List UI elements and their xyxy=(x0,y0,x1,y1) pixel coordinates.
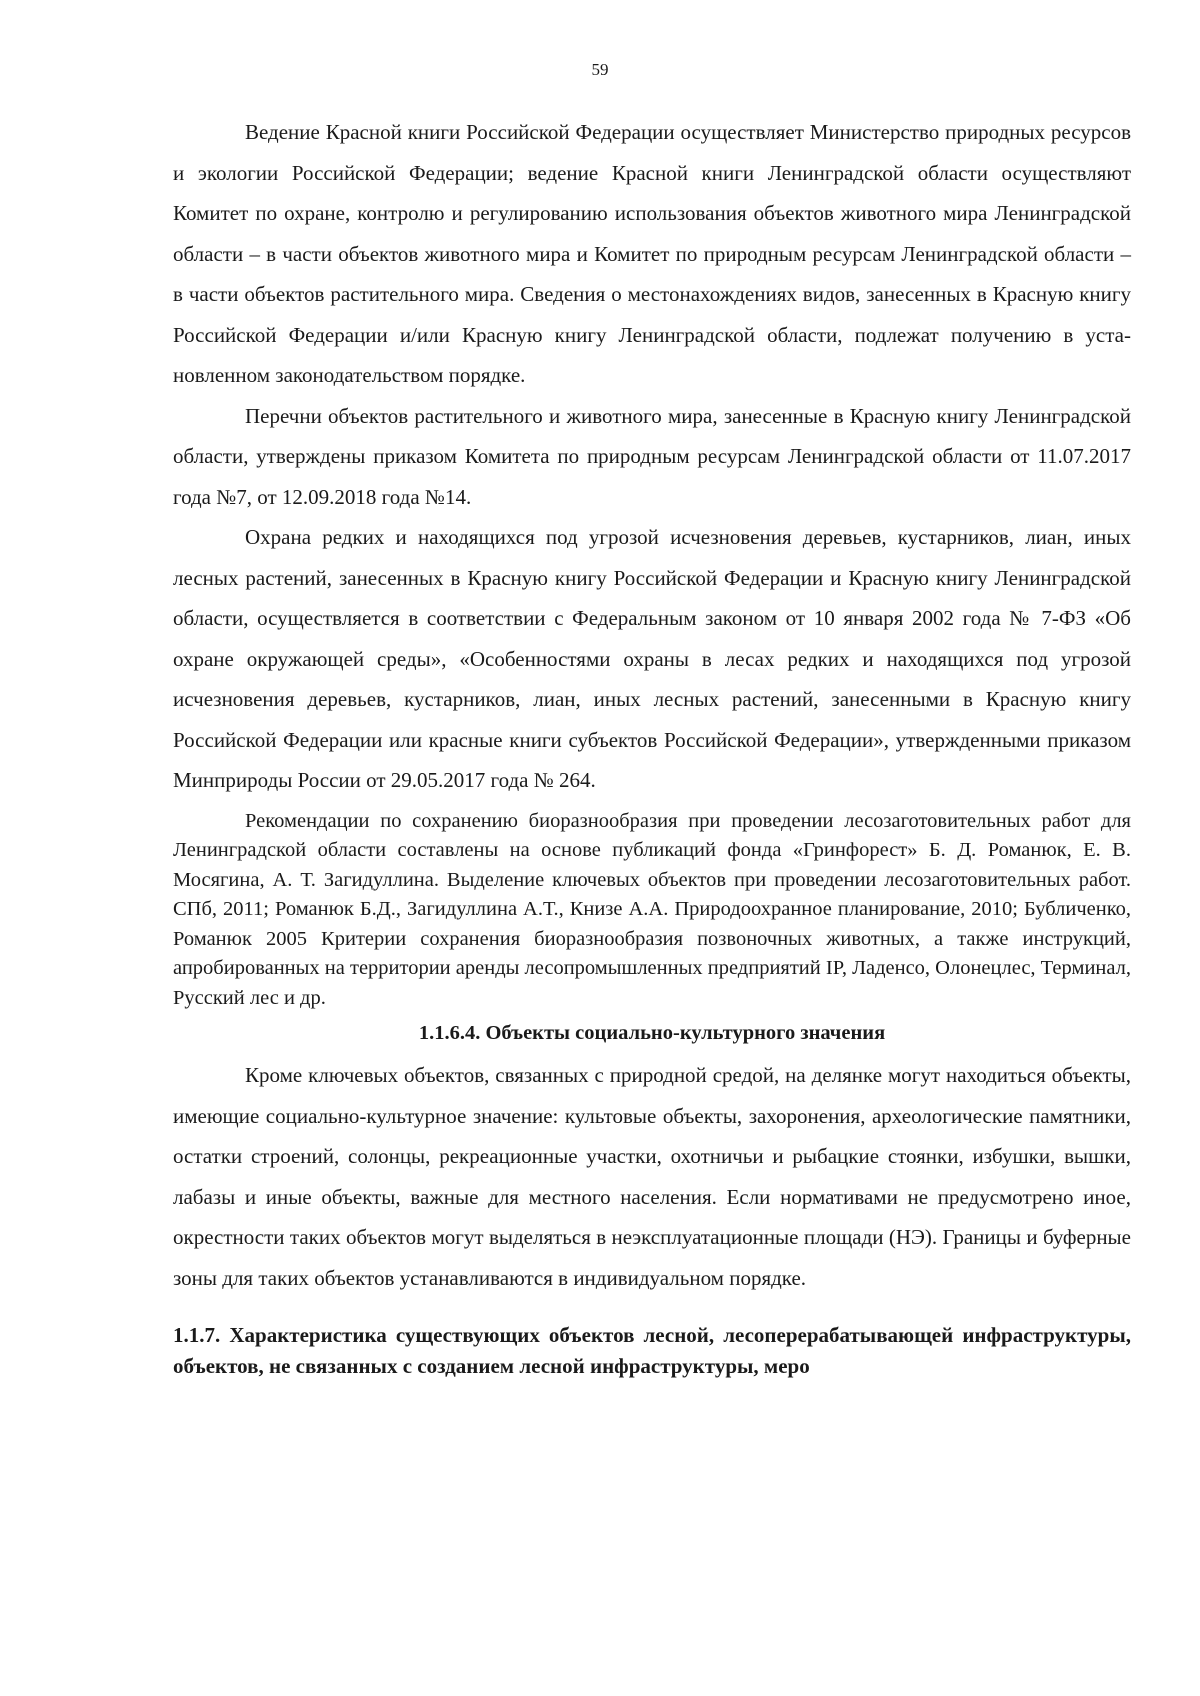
page-content xyxy=(173,112,1131,1382)
page-number: 59 xyxy=(591,60,609,79)
paragraph-red-book-lists: Перечни объектов растительного и животного мира, занесенные в Красную книгу Ленинградской области, утверждены приказом Комитета по природным ресурсам Ленинградской области от 11.07.2017 года №7, от 12.09.2018 года №14. xyxy=(173,403,1131,509)
section-heading-forest-infrastructure: 1.1.7. Характеристика существующих объектов лесной, лесоперерабатывающей инфраструктуры, объектов, не связанных с созданием лесной инфраструктуры, меро xyxy=(173,1323,1131,1378)
paragraph-red-book-management: Ведение Красной книги Российской Федерации осуществляет Министерство природных ресурсов и экологии Российской Федерации; ведение Красной книги Ленинградской области осуществляют Комитет по охране, контролю и регулированию использования объектов животного мира Ленинградской области – в части объектов животного мира и Комитет по природным ресурсам Ленинградской области – в части объектов растительного мира. Сведения о местонахождениях видов, занесенных в Красную книгу Российской Федерации и/или Красную книгу Ленинградской области, подлежат получению в установленном законодательством порядке. xyxy=(173,120,1131,387)
subsection-heading-social-cultural-objects: 1.1.6.4. Объекты социально-культурного значения xyxy=(418,1022,886,1044)
paragraph-biodiversity-recommendations: Рекомендации по сохранению биоразнообразия при проведении лесозаготовительных работ для Ленинградской области составлены на основе публикаций фонда «Гринфорест» Б. Д. Романюк, Е. В. Мосягина, А. Т. Загидуллина. Выделение ключевых объектов при проведении лесозаготовительных работ. СПб, 2011; Романюк Б.Д., Загидуллина А.Т., Книзе А.А. Природоохранное планирование, 2010; Бубличенко, Романюк 2005 Критерии сохранения биоразнообразия позвоночных животных, а также инструкций, апробированных на территории аренды лесопромышленных предприятий IP, Ладенсо, Олонецлес, Терминал, Русский лес и др. xyxy=(173,809,1132,1009)
paragraph-social-cultural-objects: Кроме ключевых объектов, связанных с природной средой, на делянке могут находиться объекты, имеющие социально-культурное значение: культовые объекты, захоронения, археологические памятники, остатки строений, солонцы, рекреационные участки, охотничьи и рыбацкие стоянки, избушки, вышки, лабазы и иные объекты, важные для местного населения. Если нормативами не предусмотрено иное, окрестности таких объектов могут выделяться в неэксплуатационные площади (НЭ). Границы и буферные зоны для таких объектов устанавливаются в индивидуальном порядке. xyxy=(173,1063,1131,1290)
paragraph-rare-species-protection: Охрана редких и находящихся под угрозой исчезновения деревьев, кустарников, лиан, иных лесных растений, занесенных в Красную книгу Российской Федерации и Красную книгу Ленинградской области, осуществляется в соответствии с Федеральным законом от 10 января 2002 года № 7-ФЗ «Об охране окружающей среды», «Особенностями охраны в лесах редких и находящихся под угрозой исчезновения деревьев, кустарников, лиан, иных лесных растений, занесенными в Красную книгу Российской Федерации или красные книги субъектов Российской Федерации», утвержденными приказом Минприроды России от 29.05.2017 года № 264. xyxy=(173,525,1131,792)
